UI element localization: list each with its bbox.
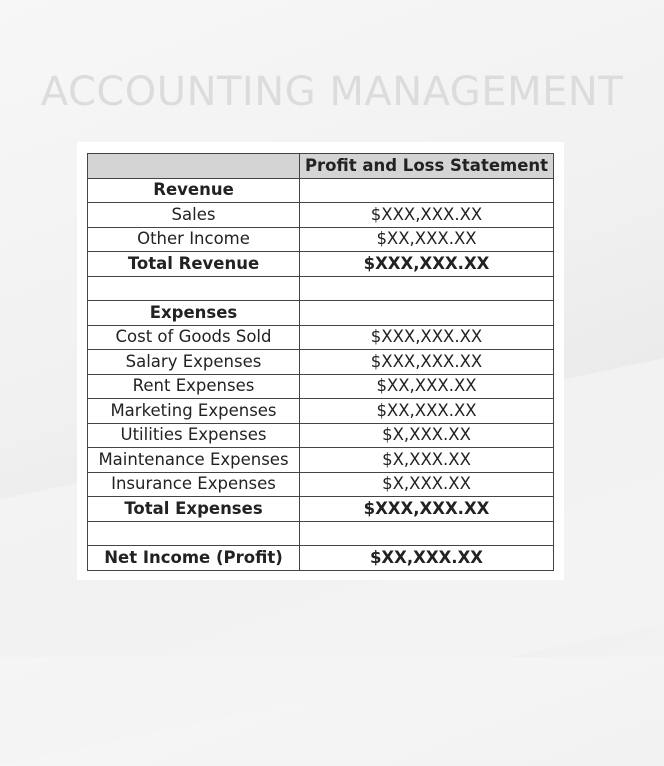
row-value-cell: $XXX,XXX.XX [300,497,554,522]
table-row [88,448,554,473]
row-value-cell: $XXX,XXX.XX [300,252,554,277]
row-label-cell [88,276,300,301]
profit-loss-table [87,153,554,571]
row-value-cell: $XX,XXX.XX [300,399,554,424]
row-label-cell: Sales [88,203,300,228]
row-label-cell: Other Income [88,227,300,252]
row-value-cell: $X,XXX.XX [300,472,554,497]
table-row [88,423,554,448]
table-row [88,374,554,399]
row-value-cell: $XXX,XXX.XX [300,350,554,375]
row-value-cell: $XXX,XXX.XX [300,203,554,228]
table-header-row [88,154,554,179]
table-row [88,399,554,424]
row-value-cell: $X,XXX.XX [300,423,554,448]
row-value-cell [300,521,554,546]
table-row [88,350,554,375]
table-row [88,276,554,301]
table-row [88,178,554,203]
table-body [88,154,554,571]
row-label-cell: Salary Expenses [88,350,300,375]
row-value-cell: $XXX,XXX.XX [300,325,554,350]
table-row [88,301,554,326]
row-label-cell: Rent Expenses [88,374,300,399]
row-label-cell [88,521,300,546]
row-value-cell: $XX,XXX.XX [300,227,554,252]
row-label-cell: Utilities Expenses [88,423,300,448]
row-value-cell: $XX,XXX.XX [300,374,554,399]
row-label-cell: Expenses [88,301,300,326]
row-label-cell: Total Expenses [88,497,300,522]
row-label-cell: Insurance Expenses [88,472,300,497]
header-cell-blank [88,154,300,179]
page-title: ACCOUNTING MANAGEMENT [40,69,624,115]
table-row [88,472,554,497]
row-label-cell: Marketing Expenses [88,399,300,424]
table-row [88,546,554,571]
row-label-cell: Maintenance Expenses [88,448,300,473]
row-label-cell: Total Revenue [88,252,300,277]
row-value-cell [300,301,554,326]
table-row [88,521,554,546]
row-label-cell: Cost of Goods Sold [88,325,300,350]
table-row [88,203,554,228]
row-label-cell: Net Income (Profit) [88,546,300,571]
table-row [88,497,554,522]
row-value-cell: $X,XXX.XX [300,448,554,473]
table-row [88,252,554,277]
statement-sheet [77,142,564,580]
row-value-cell [300,178,554,203]
row-value-cell [300,276,554,301]
table-row [88,227,554,252]
row-label-cell: Revenue [88,178,300,203]
row-value-cell: $XX,XXX.XX [300,546,554,571]
table-row [88,325,554,350]
header-cell-statement: Profit and Loss Statement [300,154,554,179]
